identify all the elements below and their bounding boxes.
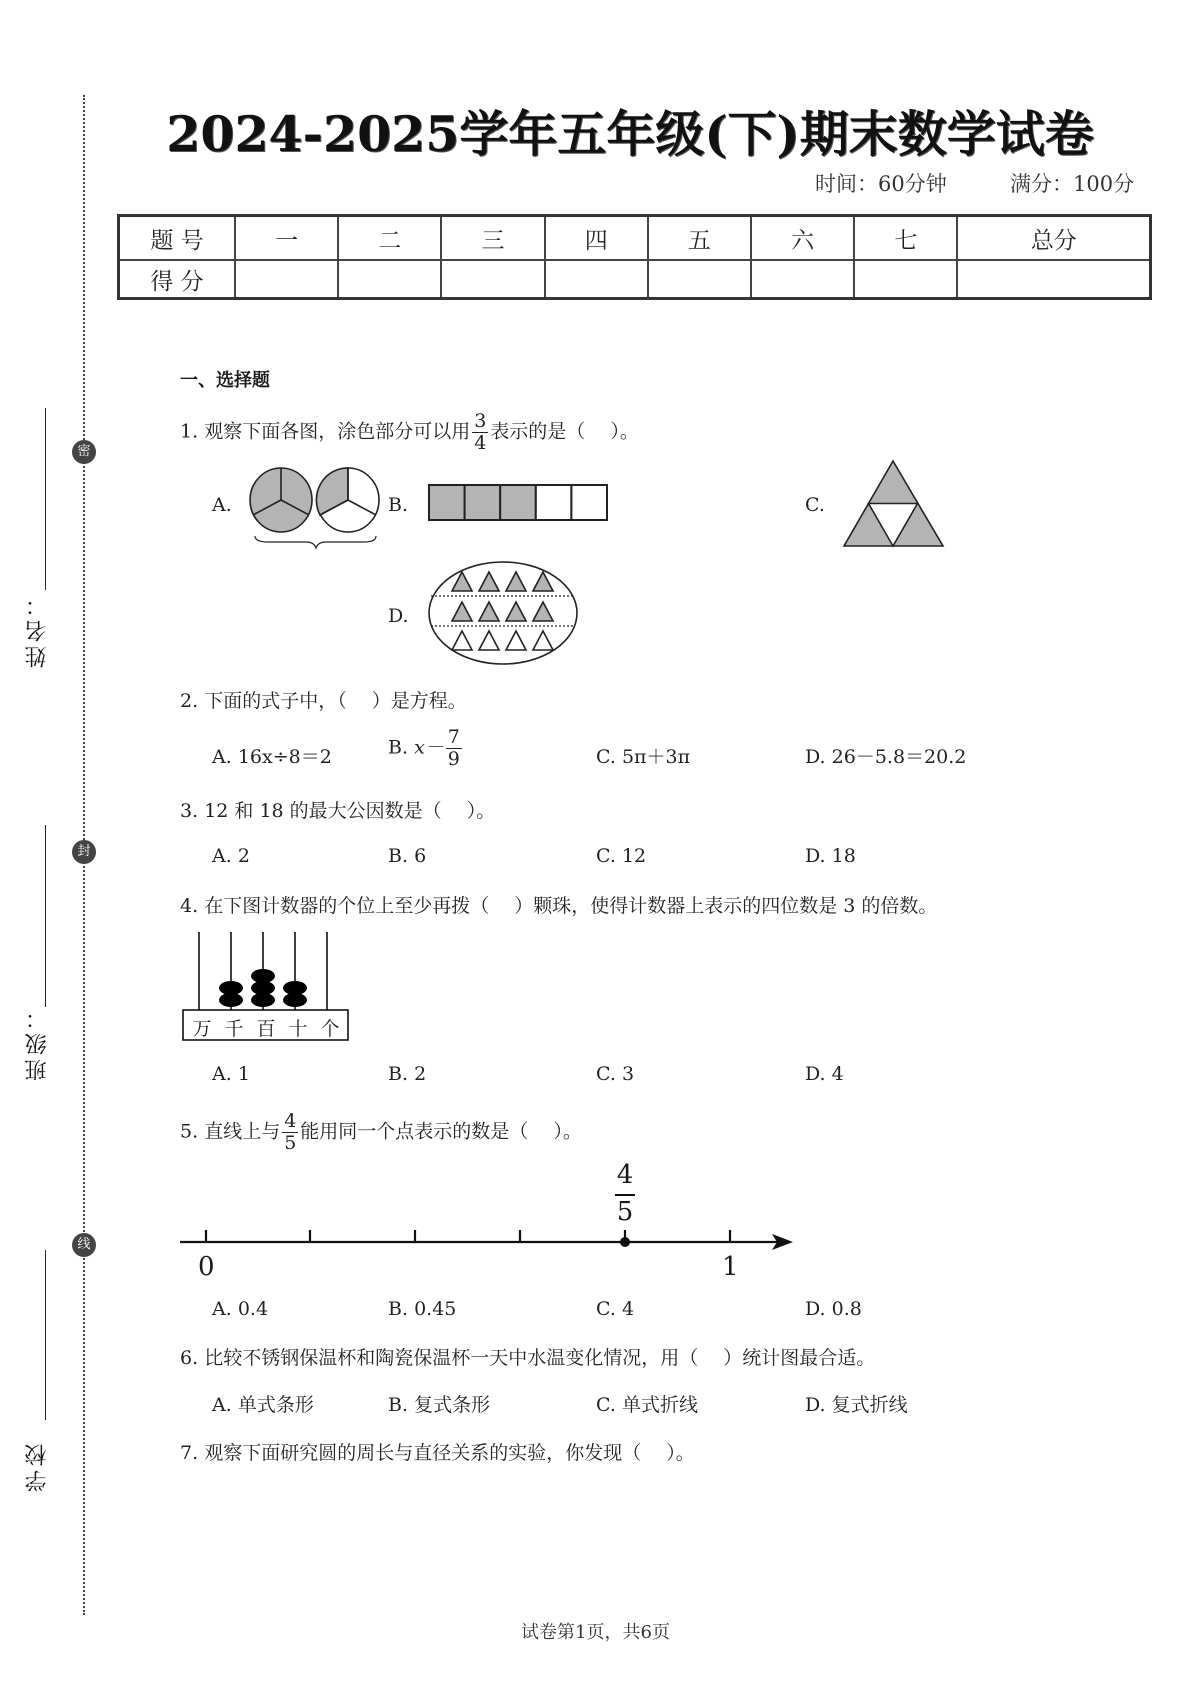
question-number: 4. [180,895,199,917]
q1-option-b-label[interactable]: B. [388,494,409,516]
q2-option-c[interactable]: C. 5π＋3π [596,746,691,768]
question-text: 在下图计数器的个位上至少再拨（ ）颗珠，使得计数器上表示的四位数是 3 的倍数。 [204,895,938,917]
row-label-question-number: 题 号 [119,216,236,261]
q3-option-c[interactable]: C. 12 [596,845,647,867]
q4-option-c[interactable]: C. 3 [596,1063,635,1085]
page-footer: 试卷第1页，共6页 [521,1622,670,1643]
q6-option-a[interactable]: A. 单式条形 [212,1394,314,1416]
question-1 [180,412,639,453]
school-field-line[interactable] [45,1250,46,1420]
question-7 [180,1438,695,1465]
q4-option-a[interactable]: A. 1 [212,1063,250,1085]
q6-option-d[interactable]: D. 复式折线 [805,1394,908,1416]
col-header: 三 [441,216,544,261]
seal-mark-feng: 封 [72,840,96,864]
question-number: 3. [180,800,199,822]
abacus-place-labels: 万 千 百 十 个 [192,1018,340,1040]
page-title: 2024-2025学年五年级(下)期末数学试卷 [166,105,1094,163]
question-text: 观察下面各图，涂色部分可以用 [204,420,471,443]
question-6 [180,1343,875,1370]
q2-option-d[interactable]: D. 26－5.8＝20.2 [805,746,967,768]
name-field-line[interactable] [45,408,46,590]
score-cell-total[interactable] [957,260,1150,299]
q1-figure-b-bar [428,484,608,524]
question-text: 12 和 18 的最大公因数是（ ）。 [204,800,496,822]
col-header: 四 [545,216,648,261]
question-text: 下面的式子中，（ ）是方程。 [204,690,467,712]
question-text: 观察下面研究圆的周长与直径关系的实验，你发现（ ）。 [204,1442,695,1464]
q5-option-d[interactable]: D. 0.8 [805,1298,862,1320]
q5-option-a[interactable]: A. 0.4 [212,1298,269,1320]
question-number: 2. [180,690,199,712]
q4-option-b[interactable]: B. 2 [388,1063,427,1085]
name-field-label: 姓名： [25,590,50,668]
score-cell[interactable] [338,260,441,299]
col-header: 七 [854,216,957,261]
question-3 [180,796,495,823]
question-number: 6. [180,1347,199,1369]
question-5 [180,1112,582,1153]
score-cell[interactable] [648,260,751,299]
fraction: $\frac{4}{5}$ [284,1110,297,1154]
col-header-total: 总分 [957,216,1150,261]
q5-option-c[interactable]: C. 4 [596,1298,635,1320]
score-cell[interactable] [441,260,544,299]
q1-option-c-label[interactable]: C. [805,494,825,516]
q1-figure-a-circles [248,462,388,547]
number-line-mark-den: 5 [616,1197,634,1227]
question-number: 7. [180,1442,199,1464]
question-text: 比较不锈钢保温杯和陶瓷保温杯一天中水温变化情况，用（ ）统计图最合适。 [204,1347,876,1369]
question-text: 直线上与 [204,1120,281,1143]
fraction: $\frac{3}{4}$ [474,410,487,454]
col-header: 六 [751,216,854,261]
q6-option-c[interactable]: C. 单式折线 [596,1394,698,1416]
number-line-end: 1 [722,1252,739,1282]
col-header: 一 [235,216,338,261]
q1-option-a-label[interactable]: A. [212,494,232,516]
q1-option-d-label[interactable]: D. [388,605,409,627]
score-table-header-row [119,216,1151,261]
col-header: 二 [338,216,441,261]
score-cell[interactable] [854,260,957,299]
seal-mark-mi: 密 [72,440,96,464]
q3-option-a[interactable]: A. 2 [212,845,250,867]
q5-option-b[interactable]: B. 0.45 [388,1298,457,1320]
q3-option-d[interactable]: D. 18 [805,845,856,867]
score-table [117,214,1152,300]
q1-figure-d-oval [427,560,579,666]
q2-option-a[interactable]: A. 16x÷8＝2 [212,746,332,768]
col-header: 五 [648,216,751,261]
exam-time: 时间：60分钟 [815,172,947,196]
row-label-score: 得 分 [119,260,236,299]
school-field-label: 学校 [25,1440,50,1492]
number-line-mark-num: 4 [616,1160,634,1190]
score-table-score-row [119,260,1151,299]
question-text: 表示的是（ ）。 [490,420,639,443]
question-4 [180,891,937,918]
q4-option-d[interactable]: D. 4 [805,1063,844,1085]
score-cell[interactable] [545,260,648,299]
exam-full-score: 满分：100分 [1010,172,1135,196]
score-cell[interactable] [235,260,338,299]
question-2 [180,686,467,713]
q6-option-b[interactable]: B. 复式条形 [388,1394,491,1416]
question-number: 1. [180,420,199,443]
question-number: 5. [180,1120,199,1143]
number-line-start: 0 [198,1252,215,1282]
question-text: 能用同一个点表示的数是（ ）。 [300,1120,582,1143]
class-field-line[interactable] [45,825,46,1007]
q1-figure-c-triangle [843,460,947,550]
seal-mark-xian: 线 [72,1233,96,1257]
section-title: 一、选择题 [180,370,270,391]
score-cell[interactable] [751,260,854,299]
q3-option-b[interactable]: B. 6 [388,845,427,867]
class-field-label: 班级： [25,1003,50,1081]
q2-option-b[interactable]: B. x－ $\frac{7}{9}$ [388,726,460,770]
number-line [180,1160,800,1290]
